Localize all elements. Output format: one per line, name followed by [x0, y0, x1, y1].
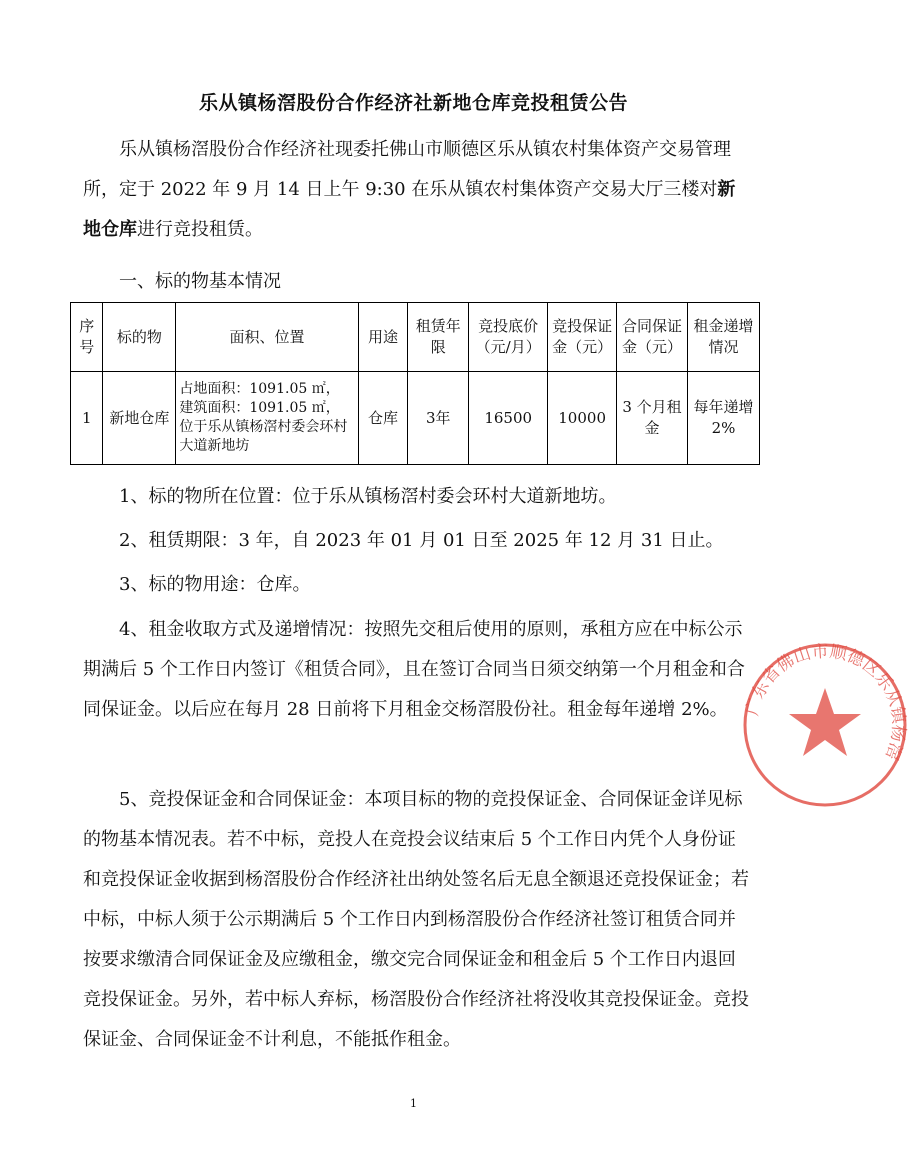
header-cell: 租赁年限	[408, 303, 469, 372]
clause-3: 3、标的物用途：仓库。	[119, 574, 311, 595]
header-cell: 租金递增情况	[688, 303, 760, 372]
header-cell: 标的物	[103, 303, 176, 372]
asset-name: 新地仓库	[103, 372, 176, 465]
clause-2: 2、租赁期限：3 年，自 2023 年 01 月 01 日至 2025 年 12 月 31 日止。	[119, 530, 724, 551]
intro-paragraph: 乐从镇杨滘股份合作经济社现委托佛山市顺德区乐从镇农村集体资产交易管理所，定于 2022 年 9 月 14 日上午 9:30 在乐从镇农村集体资产交易大厅三楼对新地仓库进行竞投租赁。	[83, 139, 736, 240]
table-row	[71, 372, 760, 465]
official-seal-stamp	[740, 640, 910, 810]
rent-increase: 每年递增 2%	[688, 372, 760, 465]
base-price: 16500	[469, 372, 548, 465]
header-cell: 合同保证金（元）	[617, 303, 688, 372]
clause-5: 5、竞投保证金和合同保证金：本项目标的物的竞投保证金、合同保证金详见标的物基本情况表。若不中标，竞投人在竞投会议结束后 5 个工作日内凭个人身份证和竞投保证金收据到杨滘股份合作经济社出纳处签名后无息全额退还竞投保证金；若中标，中标人须于公示期满后 5 个工作日内到杨滘股份合作经济社签订租赁合同并按要求缴清合同保证金及应缴租金，缴交完合同保证金和租金后 5 个工作日内退回竞投保证金。另外，若中标人弃标，杨滘股份合作经济社将没收其竞投保证金。竞投保证金、合同保证金不计利息，不能抵作租金。	[83, 789, 749, 1050]
area-location: 占地面积：1091.05 ㎡， 建筑面积：1091.05 ㎡， 位于乐从镇杨滘村委会环村大道新地坊	[176, 372, 358, 465]
asset-info-table	[70, 302, 760, 465]
clause-4: 4、租金收取方式及递增情况：按照先交租后使用的原则，承租方应在中标公示期满后 5 个工作日内签订《租赁合同》，且在签订合同当日须交纳第一个月租金和合同保证金。以后应在每月 28 日前将下月租金交杨滘股份社。租金每年递增 2%。	[83, 619, 745, 720]
contract-deposit: 3 个月租金	[617, 372, 688, 465]
row-number: 1	[71, 372, 103, 465]
svg-text:广东省佛山市顺德区乐从镇杨滘: 广东省佛山市顺德区乐从镇杨滘	[742, 641, 909, 763]
usage: 仓库	[358, 372, 408, 465]
asset-name-bold: 新地仓库	[83, 179, 736, 240]
document-title: 乐从镇杨滘股份合作经济社新地仓库竞投租赁公告	[198, 92, 628, 114]
section-heading: 一、标的物基本情况	[119, 271, 281, 292]
page-number: 1	[410, 1097, 417, 1110]
lease-term: 3年	[408, 372, 469, 465]
header-cell: 用途	[358, 303, 408, 372]
header-cell: 序号	[71, 303, 103, 372]
header-cell: 竞投底价（元/月）	[469, 303, 548, 372]
table-header-row	[71, 303, 760, 372]
clause-1: 1、标的物所在位置：位于乐从镇杨滘村委会环村大道新地坊。	[119, 486, 617, 507]
header-cell: 竞投保证金（元）	[548, 303, 617, 372]
bid-deposit: 10000	[548, 372, 617, 465]
header-cell: 面积、位置	[176, 303, 358, 372]
